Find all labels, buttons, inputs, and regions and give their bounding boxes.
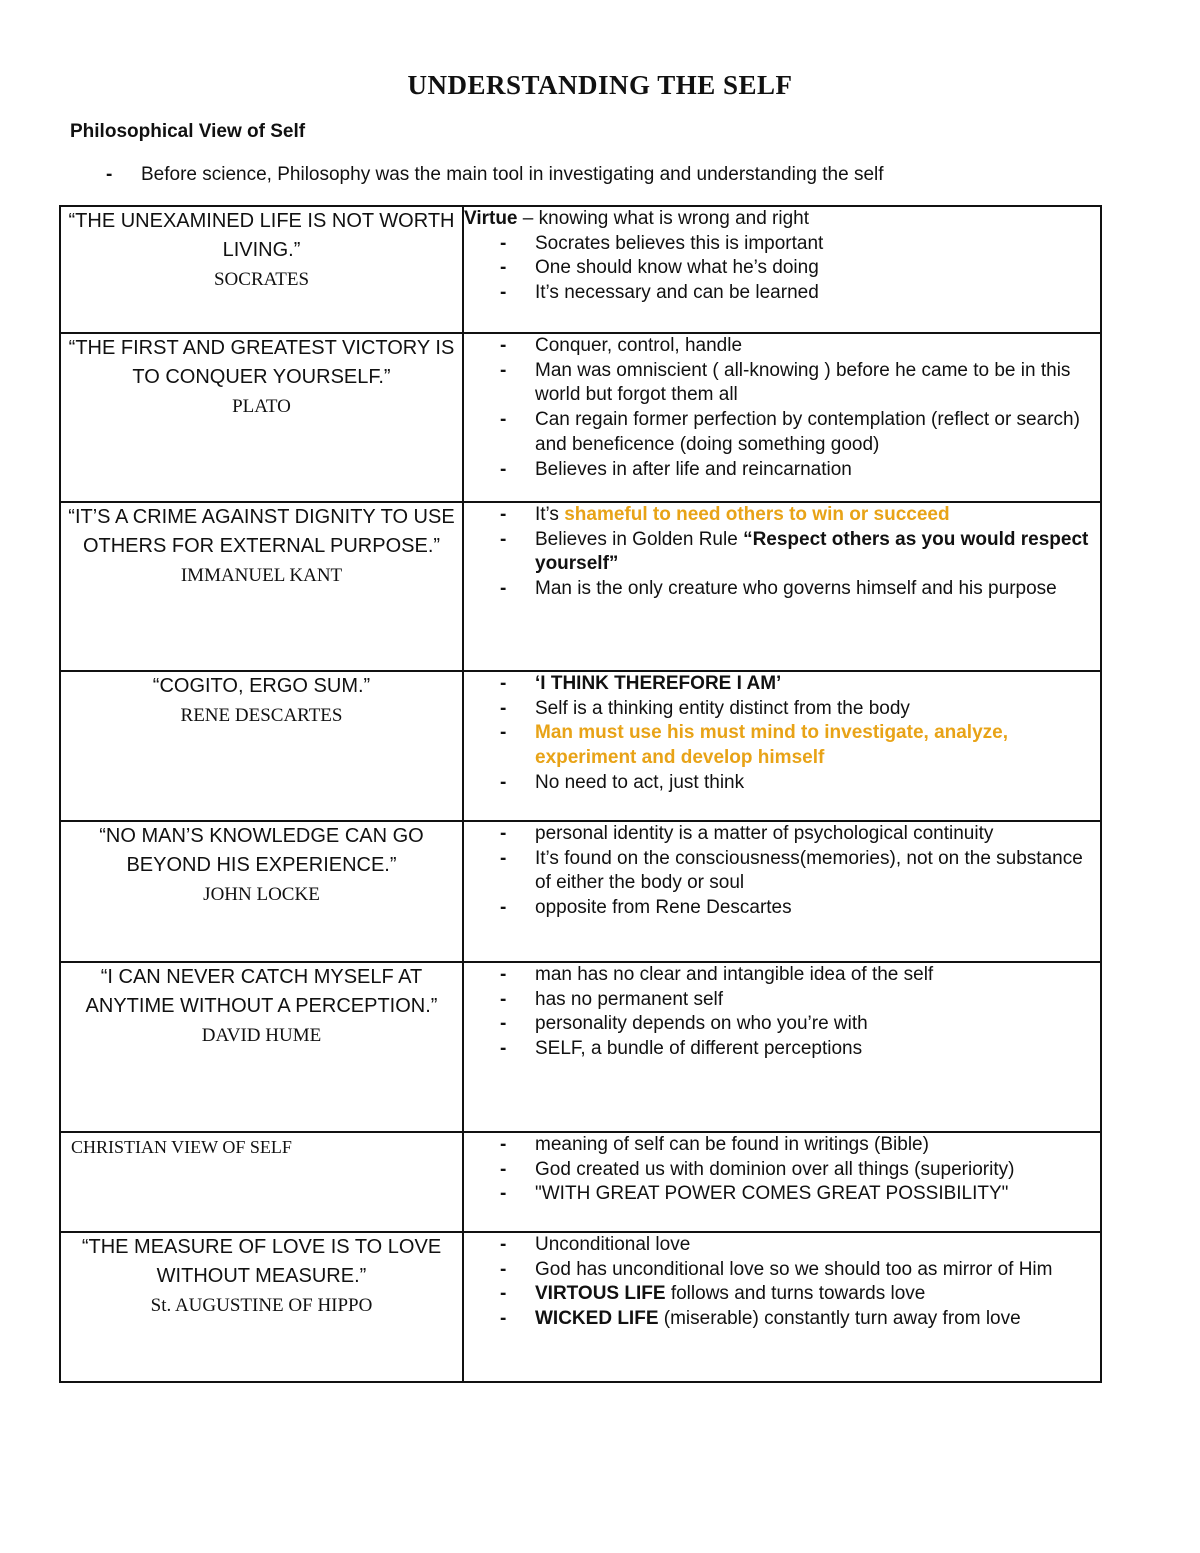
quote-text: “I CAN NEVER CATCH MYSELF AT ANYTIME WITHOUT A PERCEPTION.” [85,966,438,1017]
table-row-descartes [60,671,1101,821]
table-row-hume [60,962,1101,1132]
bullet-dash: - [500,1134,507,1155]
list-item-text: follows and turns towards love [665,1283,926,1305]
bullet-dash: - [500,897,507,919]
list-item-text: Unconditional love [535,1234,691,1255]
quote-text: “NO MAN’S KNOWLEDGE CAN GO BEYOND HIS EXPERIENCE.” [99,825,424,876]
list-item-text: has no permanent self [535,988,724,1010]
table-row-kant [60,502,1101,671]
bullet-dash: - [500,771,507,793]
notes-cell [463,502,1101,671]
list-item [464,503,1100,528]
list-item [464,1307,1100,1332]
list-item [464,1037,1100,1062]
list-item-text: Self is a thinking entity distinct from the body [535,697,910,719]
bullet-dash: - [500,1283,507,1305]
table-row-christian-view [60,1132,1101,1232]
list-item [464,1258,1100,1283]
bullet-dash: - [500,578,507,600]
list-item [464,1012,1100,1037]
list-item-text: God created us with dominion over all things (superiority) [535,1158,1015,1180]
notes-list [464,963,1100,1062]
bullet-dash: - [106,164,113,185]
quote-cell [60,1132,463,1232]
quote-cell [60,671,463,821]
bold-text: “Respect others as you would respect yourself” [535,528,1089,575]
table-row-augustine [60,1232,1101,1382]
list-item [464,1282,1100,1307]
list-item-text: One should know what he’s doing [535,257,819,279]
notes-cell [463,333,1101,502]
list-item-text: personal identity is a matter of psychological continuity [535,823,994,844]
bullet-dash: - [500,722,507,744]
list-item [464,963,1100,988]
virtue-term: Virtue [464,208,518,229]
bullet-dash: - [500,359,507,381]
quote-author: DAVID HUME [201,1025,322,1046]
quote-text: “COGITO, ERGO SUM.” [152,675,371,697]
quote-author: SOCRATES [213,269,310,290]
quote-text: “THE UNEXAMINED LIFE IS NOT WORTH LIVING.” [68,210,455,261]
bullet-dash: - [500,988,507,1010]
notes-cell [463,206,1101,333]
notes-list [464,1133,1100,1207]
list-item [464,822,1100,847]
highlighted-text: Man must use his must mind to investigate, analyze, experiment and develop himself [535,722,1008,769]
bullet-dash: - [500,504,507,525]
notes-list [464,334,1100,482]
list-item [464,988,1100,1013]
list-item-text: God has unconditional love so we should too as mirror of Him [535,1258,1053,1280]
list-item [464,577,1100,602]
table-row-socrates [60,206,1101,333]
bullet-dash: - [500,1038,507,1060]
philosophers-table [59,205,1102,1383]
bold-text: ‘I THINK THEREFORE I AM’ [535,673,782,694]
row-label: CHRISTIAN VIEW OF SELF [71,1137,292,1157]
quote-author: St. AUGUSTINE OF HIPPO [150,1295,373,1316]
list-item-text: meaning of self can be found in writings (Bible) [535,1134,929,1155]
bullet-dash: - [500,1234,507,1255]
list-item-text: Man is the only creature who governs himself and his purpose [535,578,1057,600]
quote-cell [60,206,463,333]
list-item [464,1182,1100,1207]
list-item-text: opposite from Rene Descartes [535,897,792,919]
table-row-plato [60,333,1101,502]
bold-text: VIRTOUS LIFE [535,1283,666,1305]
list-item-text: No need to act, just think [535,771,745,793]
document-title: UNDERSTANDING THE SELF [407,70,793,100]
bullet-dash: - [500,335,507,356]
intro-text: Before science, Philosophy was the main tool in investigating and understanding the self [141,164,884,185]
quote-author: RENE DESCARTES [180,705,343,726]
quote-text: “IT’S A CRIME AGAINST DIGNITY TO USE OTHERS FOR EXTERNAL PURPOSE.” [68,506,455,557]
list-item [464,281,1100,306]
virtue-definition: – knowing what is wrong and right [517,208,810,229]
list-item-text: Believes in after life and reincarnation [535,458,852,480]
list-item-text: SELF, a bundle of different perceptions [535,1038,863,1060]
quote-cell [60,502,463,671]
notes-cell [463,1232,1101,1382]
quote-text: “THE MEASURE OF LOVE IS TO LOVE WITHOUT MEASURE.” [81,1236,442,1287]
bullet-dash: - [500,257,507,279]
list-item [464,256,1100,281]
notes-list [464,672,1100,796]
highlighted-text: shameful to need others to win or succeed [564,504,950,525]
list-item [464,896,1100,921]
bullet-dash: - [500,1013,507,1035]
list-item-text: personality depends on who you’re with [535,1013,868,1035]
quote-text: “THE FIRST AND GREATEST VICTORY IS TO CONQUER YOURSELF.” [68,337,455,388]
list-item [464,408,1100,457]
bullet-dash: - [500,673,507,694]
notes-list [464,232,1100,306]
list-item [464,458,1100,483]
list-item [464,721,1100,770]
quote-cell [60,962,463,1132]
bullet-dash: - [500,964,507,985]
notes-cell [463,671,1101,821]
bullet-dash: - [500,1183,507,1205]
bullet-dash: - [500,409,507,431]
list-item [464,334,1100,359]
list-item [464,528,1100,577]
list-item [464,1233,1100,1258]
list-item [464,232,1100,257]
list-item-text: Conquer, control, handle [535,335,743,356]
section-heading: Philosophical View of Self [70,121,306,142]
quote-cell [60,333,463,502]
virtue-heading [464,207,1100,232]
list-item-text: man has no clear and intangible idea of the self [535,964,934,985]
bullet-dash: - [500,847,507,869]
bullet-dash: - [500,1308,507,1330]
list-item-text: (miserable) constantly turn away from love [658,1308,1021,1330]
bullet-dash: - [500,697,507,719]
quote-author: JOHN LOCKE [203,884,320,905]
quote-author: IMMANUEL KANT [180,565,343,586]
list-item-text: It’s found on the consciousness(memories), not on the substance of either the body or soul [535,847,1083,894]
notes-cell [463,1132,1101,1232]
bullet-dash: - [500,528,507,550]
list-item [464,1158,1100,1183]
list-item-text: Can regain former perfection by contemplation (reflect or search) and beneficence (doing something good) [535,409,1080,455]
list-item [464,359,1100,408]
list-item-text: It’s necessary and can be learned [535,282,819,304]
list-item-text: Man was omniscient ( all-knowing ) before he came to be in this world but forgot them all [535,359,1071,406]
notes-cell [463,821,1101,962]
quote-cell [60,1232,463,1382]
list-item [464,771,1100,796]
bullet-dash: - [500,232,507,254]
notes-list [464,822,1100,921]
bullet-dash: - [500,823,507,844]
notes-list [464,503,1100,602]
list-item-text: "WITH GREAT POWER COMES GREAT POSSIBILITY" [535,1183,1009,1205]
table-row-locke [60,821,1101,962]
bold-text: WICKED LIFE [535,1308,659,1330]
quote-cell [60,821,463,962]
list-item [464,1133,1100,1158]
bullet-dash: - [500,282,507,304]
notes-cell [463,962,1101,1132]
bullet-dash: - [500,458,507,480]
list-item-text: Believes in Golden Rule [535,528,744,550]
list-item [464,672,1100,697]
notes-list [464,1233,1100,1332]
bullet-dash: - [500,1258,507,1280]
list-item [464,697,1100,722]
bullet-dash: - [500,1158,507,1180]
list-item [464,847,1100,896]
quote-author: PLATO [232,396,291,417]
list-item-text: It’s [535,504,565,525]
list-item-text: Socrates believes this is important [535,232,824,254]
